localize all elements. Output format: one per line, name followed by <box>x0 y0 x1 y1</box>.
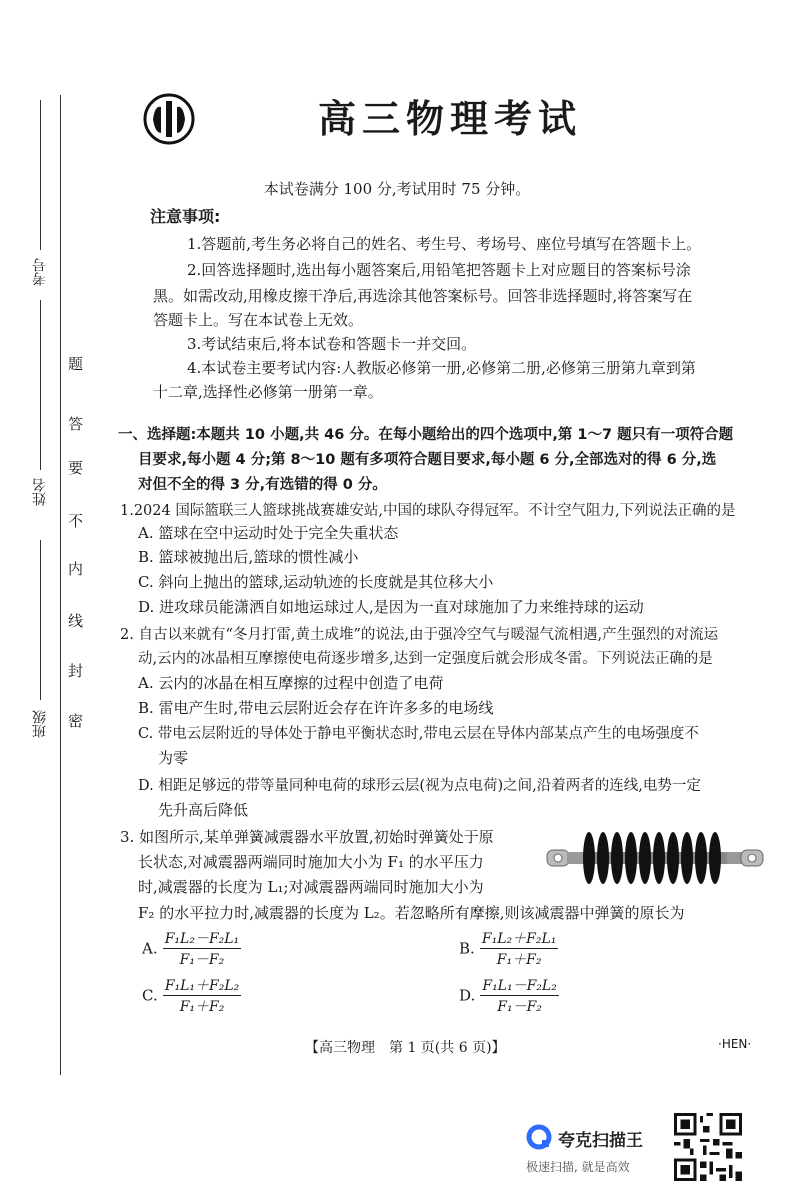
exam-no-label: 考号 <box>32 258 48 286</box>
warning-char: 内 <box>68 560 84 578</box>
page-footer: 【高三物理 第 1 页(共 6 页)】 <box>305 1040 506 1056</box>
question-2-stem: 2. 自古以来就有“冬月打雷,黄土成堆”的说法,由于强冷空气与暖湿气流相遇,产生强烈的对流运 <box>120 627 719 643</box>
exam-no-underline <box>40 100 41 250</box>
notice-heading: 注意事项: <box>150 207 221 226</box>
question-3-stem: 3. 如图所示,某单弹簧减震器水平放置,初始时弹簧处于原 <box>120 828 494 846</box>
scanner-logo-icon <box>526 1124 552 1150</box>
question-2-stem: 动,云内的冰晶相互摩擦使电荷逐步增多,达到一定强度后就会形成冬雷。下列说法正确的是 <box>138 651 713 667</box>
scanner-slogan: 极速扫描, 就是高效 <box>526 1160 630 1174</box>
question-1-option-a: A. 篮球在空中运动时处于完全失重状态 <box>138 524 399 542</box>
class-underline <box>40 540 41 700</box>
notice-item: 4.本试卷主要考试内容:人教版必修第一册,必修第二册,必修第三册第九章到第 <box>187 359 696 377</box>
publisher-logo <box>143 93 195 145</box>
question-3-stem: F₂ 的水平拉力时,减震器的长度为 L₂。若忽略所有摩擦,则该减震器中弹簧的原长为 <box>138 904 685 922</box>
question-2-option-c: 为零 <box>158 749 189 767</box>
question-2-option-d: 先升高后降低 <box>158 801 249 819</box>
question-3-option-a: A. $\frac{\text{F₁L₂－F₂L₁}}{\text{F₁－F₂}}$ <box>142 928 241 969</box>
warning-char: 封 <box>68 662 84 680</box>
question-2-option-a: A. 云内的冰晶在相互摩擦的过程中创造了电荷 <box>138 674 444 692</box>
question-1-option-b: B. 篮球被抛出后,篮球的惯性减小 <box>138 548 359 566</box>
page-title: 高三物理考试 <box>317 97 582 141</box>
question-1-option-d: D. 进攻球员能潇洒自如地运球过人,是因为一直对球施加了力来维持球的运动 <box>138 598 644 616</box>
name-underline <box>40 300 41 470</box>
paper-code: ·HEN· <box>718 1037 752 1051</box>
notice-item: 黑。如需改动,用橡皮擦干净后,再选涂其他答案标号。回答非选择题时,将答案写在 <box>153 287 693 305</box>
question-2-option-d: D. 相距足够远的带等量同种电荷的球形云层(视为点电荷)之间,沿着两者的连线,电势一定 <box>138 778 701 794</box>
shock-absorber-image <box>545 828 767 888</box>
question-1-stem: 1.2024 国际篮联三人篮球挑战赛雄安站,中国的球队夺得冠军。不计空气阻力,下列说法正确的是 <box>120 503 736 519</box>
question-3-option-c: C. $\frac{\text{F₁L₁＋F₂L₂}}{\text{F₁＋F₂}}$ <box>142 975 241 1016</box>
question-3-stem: 长状态,对减震器两端同时施加大小为 F₁ 的水平压力 <box>138 853 484 871</box>
warning-char: 不 <box>68 512 84 530</box>
warning-char: 密 <box>68 712 84 730</box>
question-3-stem: 时,减震器的长度为 L₁;对减震器两端同时施加大小为 <box>138 878 484 896</box>
notice-item: 1.答题前,考生务必将自己的姓名、考生号、考场号、座位号填写在答题卡上。 <box>187 235 702 253</box>
binding-line <box>60 95 61 1075</box>
qr-code-icon <box>674 1113 742 1181</box>
class-label: 班级 <box>32 710 48 738</box>
question-3-option-b: B. $\frac{\text{F₁L₂＋F₂L₁}}{\text{F₁＋F₂}}$ <box>459 928 558 969</box>
warning-char: 线 <box>68 612 84 630</box>
question-1-option-c: C. 斜向上抛出的篮球,运动轨迹的长度就是其位移大小 <box>138 573 494 591</box>
scanner-watermark <box>526 1122 666 1182</box>
section-heading: 对但不全的得 3 分,有选错的得 0 分。 <box>138 477 387 493</box>
notice-item: 3.考试结束后,将本试卷和答题卡一并交回。 <box>187 335 477 353</box>
warning-char: 题 <box>68 355 84 373</box>
notice-item: 答题卡上。写在本试卷上无效。 <box>153 311 364 329</box>
section-heading: 目要求,每小题 4 分;第 8～10 题有多项符合题目要求,每小题 6 分,全部选对的得 6 分,选 <box>138 452 717 468</box>
notice-item: 十二章,选择性必修第一册第一章。 <box>153 383 383 401</box>
exam-info: 本试卷满分 100 分,考试用时 75 分钟。 <box>263 180 531 198</box>
notice-item: 2.回答选择题时,选出每小题答案后,用铅笔把答题卡上对应题目的答案标号涂 <box>187 261 691 279</box>
name-label: 姓名 <box>32 478 48 506</box>
warning-char: 答 <box>68 415 84 433</box>
question-3-option-d: D. $\frac{\text{F₁L₁－F₂L₂}}{\text{F₁－F₂}}$ <box>459 975 559 1016</box>
question-2-option-b: B. 雷电产生时,带电云层附近会存在许许多多的电场线 <box>138 699 494 717</box>
question-2-option-c: C. 带电云层附近的导体处于静电平衡状态时,带电云层在导体内部某点产生的电场强度不 <box>138 726 699 742</box>
scanner-name: 夸克扫描王 <box>558 1131 643 1151</box>
warning-char: 要 <box>68 459 84 477</box>
section-heading: 一、选择题:本题共 10 小题,共 46 分。在每小题给出的四个选项中,第 1～7 题只有一项符合题 <box>118 427 734 443</box>
